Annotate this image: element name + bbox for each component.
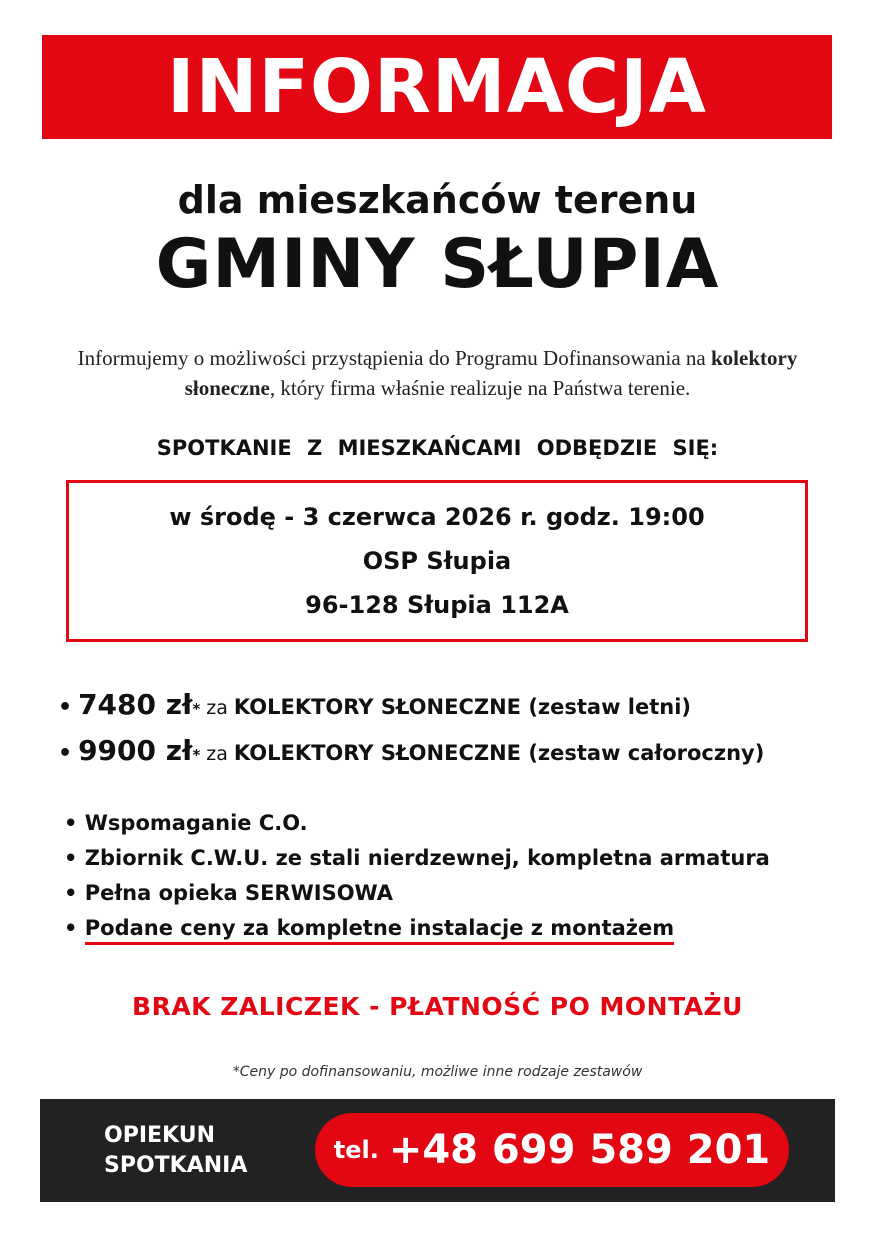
intro-paragraph (40, 343, 835, 403)
tel-label: tel. (333, 1136, 379, 1164)
bullet: • (64, 846, 78, 870)
meeting-heading: SPOTKANIE Z MIESZKAŃCAMI ODBĘDZIE SIĘ: (156, 436, 719, 460)
price-asterisk: * (192, 746, 201, 764)
subtitle: dla mieszkańców terenu (177, 178, 698, 222)
contact-footer (40, 1099, 835, 1202)
feature-item (64, 911, 770, 946)
payment-notice: BRAK ZALICZEK - PŁATNOŚĆ PO MONTAŻU (132, 992, 743, 1021)
event-details-box (66, 480, 808, 642)
phone-number-pill[interactable] (315, 1113, 789, 1187)
price-product: KOLEKTORY SŁONECZNE (zestaw całoroczny) (233, 741, 765, 765)
bullet: • (64, 916, 78, 940)
feature-text: Wspomaganie C.O. (84, 811, 308, 835)
page-title: GMINY SŁUPIA (155, 225, 720, 304)
price-asterisk: * (192, 700, 201, 718)
feature-text-underlined: Podane ceny za kompletne instalacje z montażem (85, 916, 674, 945)
feature-item (64, 806, 770, 841)
price-product: KOLEKTORY SŁONECZNE (zestaw letni) (233, 695, 692, 719)
bullet: • (58, 695, 73, 720)
intro-text-1: Informujemy o możliwości przystąpienia do Programu Dofinansowania na (77, 346, 711, 370)
feature-item (64, 876, 770, 911)
price-item (58, 730, 764, 776)
price-amount: 7480 zł (78, 688, 193, 721)
phone-number: +48 699 589 201 (388, 1127, 771, 1173)
intro-text-2: , który firma właśnie realizuje na Państwa terenie. (269, 376, 691, 400)
feature-text: Pełna opieka SERWISOWA (84, 881, 394, 905)
price-item (58, 684, 764, 730)
price-connector: za (206, 697, 228, 719)
feature-text: Zbiornik C.W.U. ze stali nierdzewnej, kompletna armatura (84, 846, 770, 870)
bullet: • (64, 811, 78, 835)
price-footnote: *Ceny po dofinansowaniu, możliwe inne rodzaje zestawów (232, 1064, 643, 1080)
guardian-line-2: SPOTKANIA (104, 1153, 248, 1178)
feature-item (64, 841, 770, 876)
intro-highlight: kolektory słoneczne (184, 346, 798, 400)
event-date: w środę - 3 czerwca 2026 r. godz. 19:00 (169, 503, 705, 531)
banner-title: INFORMACJA (167, 44, 707, 130)
meeting-guardian-label (104, 1121, 247, 1181)
bullet: • (58, 741, 73, 766)
event-address: 96-128 Słupia 112A (305, 591, 569, 619)
price-list (58, 684, 764, 776)
bullet: • (64, 881, 78, 905)
guardian-line-1: OPIEKUN (104, 1123, 215, 1148)
feature-list (64, 806, 770, 946)
price-connector: za (206, 743, 228, 765)
event-venue: OSP Słupia (362, 547, 512, 575)
price-amount: 9900 zł (78, 734, 193, 767)
header-banner (42, 35, 832, 139)
